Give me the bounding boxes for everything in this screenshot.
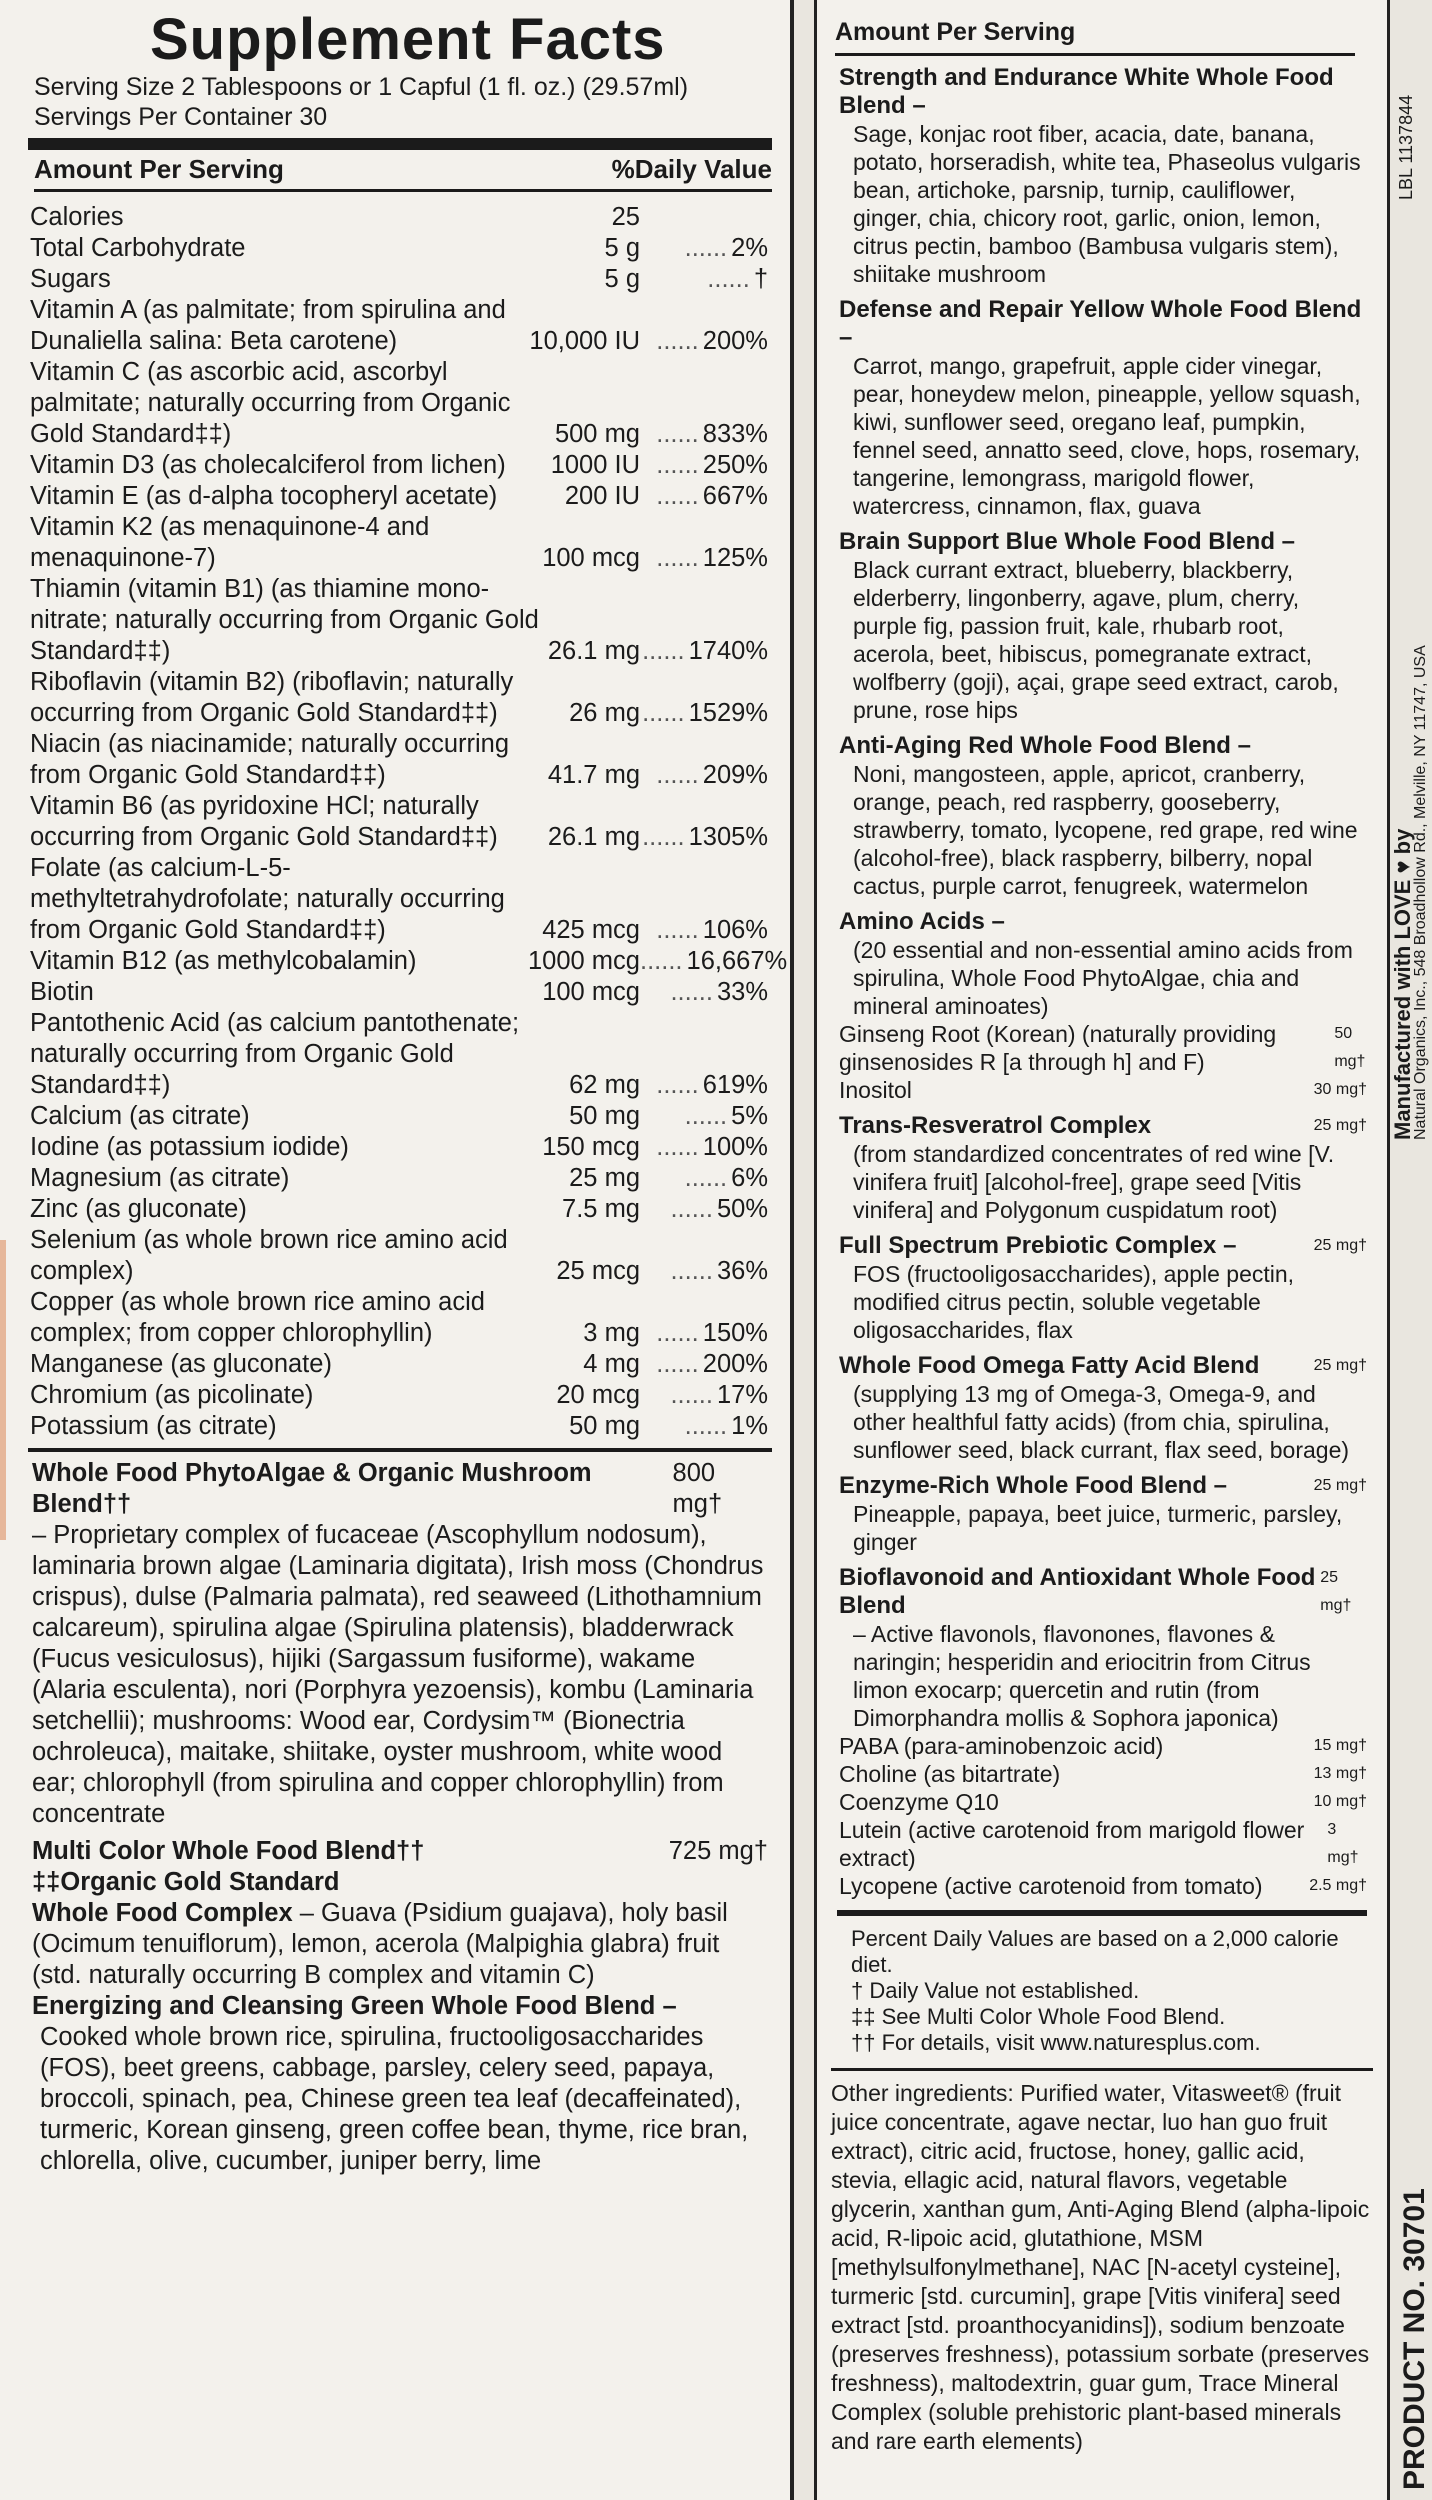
gold-complex-text: – Guava (Psidium guajava), holy basil (Ocimum tenuiflorum), lemon, acerola (Malpighia glabra) fruit (std. naturally occurring B complex and vitamin C): [32, 1899, 728, 1989]
ingredient-amount: 13 mg†: [1313, 1765, 1367, 1782]
blend-sections: [817, 64, 1387, 1020]
phytoalgae-blend: [32, 1458, 768, 2177]
section-header: [839, 1112, 1367, 1140]
section-name: Full Spectrum Prebiotic Complex –: [839, 1232, 1237, 1259]
nutrient-name: Copper (as whole brown rice amino acid complex; from copper chlorophyllin): [30, 1288, 485, 1347]
nutrient-row: [30, 1194, 768, 1225]
section-text: (20 essential and non-essential amino acids from spirulina, Whole Food PhytoAlgae, chia and mineral aminoates): [853, 937, 1353, 1019]
footnotes: [851, 1926, 1367, 2056]
nutrient-name: Iodine (as potassium iodide): [30, 1133, 349, 1161]
nutrient-name: Potassium (as citrate): [30, 1412, 277, 1440]
ingredient-name: Choline (as bitartrate): [839, 1761, 1061, 1787]
blend-name: Whole Food PhytoAlgae & Organic Mushroom Blend††: [32, 1459, 592, 1518]
nutrient-amount: 425 mcg: [542, 916, 640, 944]
nutrient-row: [30, 1380, 768, 1411]
ingredient-section: [839, 908, 1367, 1020]
blend-text: – Proprietary complex of fucaceae (Ascophyllum nodosum), laminaria brown algae (Laminaria digitata), Irish moss (Chondrus crispus), dulse (Palmaria palmata), red seaweed (Lithothamnium calcareum), spirulina algae (Spirulina platensis), bladderwrack (Fucus vesiculosus), hijiki (Sargassum fusiforme), wakame (Alaria esculenta), nori (Porphyra yezoensis), kombu (Laminaria setchellii); mushrooms: Wood ear, Cordysim™ (Bionectria ochroleuca), maitake, shiitake, oyster mushroom, white wood ear; chlorophyll (from spirulina and copper chlorophyllin) from concentrate: [32, 1521, 764, 1828]
ingredient-section: [839, 296, 1367, 520]
nutrient-row: [30, 791, 768, 853]
section-name: Trans-Resveratrol Complex: [839, 1112, 1152, 1139]
nutrient-amount: 20 mcg: [556, 1381, 640, 1409]
nutrient-amount: 25 mcg: [556, 1257, 640, 1285]
ingredient-row: [839, 1732, 1367, 1760]
ingredient-section: [839, 732, 1367, 900]
section-header: [839, 1564, 1367, 1620]
nutrient-daily-value: ...... 33%: [640, 977, 768, 1008]
header-amount: Amount Per Serving: [34, 154, 284, 184]
nutrient-amount: 200 IU: [564, 482, 640, 510]
manufactured-text: Manufactured with LOVE ♥ by: [1390, 828, 1415, 1140]
ingredient-section: [839, 1352, 1367, 1464]
nutrient-name: Vitamin C (as ascorbic acid, ascorbyl palmitate; naturally occurring from Organic Gold Standard‡‡): [30, 358, 511, 448]
section-name: Strength and Endurance White Whole Food Blend –: [839, 64, 1334, 119]
nutrient-row: [30, 1163, 768, 1194]
nutrient-row: [30, 977, 768, 1008]
nutrient-row: [30, 450, 768, 481]
nutrient-amount: 26.1 mg: [547, 637, 640, 665]
nutrient-amount: 26.1 mg: [547, 823, 640, 851]
section-text: Carrot, mango, grapefruit, apple cider vinegar, pear, honeydew melon, pineapple, yellow squash, kiwi, sunflower seed, oregano leaf, pumpkin, fennel seed, annatto seed, clove, hops, rosemary, tangerine, lemongrass, marigold flower, watercress, cinnamon, flax, guava: [853, 353, 1361, 519]
nutrient-daily-value: ...... 619%: [640, 1070, 768, 1101]
nutrient-name: Sugars: [30, 265, 111, 293]
section-amount: 25 mg†: [1313, 1117, 1367, 1134]
nutrient-row: [30, 729, 768, 791]
section-name: Brain Support Blue Whole Food Blend –: [839, 528, 1295, 555]
product-number: PRODUCT NO. 30701: [1398, 2188, 1431, 2490]
nutrient-amount: 25: [611, 203, 640, 231]
nutrient-daily-value: ...... 16,667%: [640, 946, 768, 977]
section-text: Noni, mangosteen, apple, apricot, cranberry, orange, peach, red raspberry, gooseberry, strawberry, tomato, lycopene, red grape, red wine (alcohol-free), black raspberry, bilberry, nopal cactus, purple carrot, fenugreek, watermelon: [853, 761, 1358, 899]
ingredient-name: Coenzyme Q10: [839, 1789, 999, 1815]
single-ingredients-1: [817, 1020, 1387, 1104]
nutrient-amount: 4 mg: [583, 1350, 640, 1378]
nutrient-amount: 26 mg: [569, 699, 640, 727]
nutrient-name: Magnesium (as citrate): [30, 1164, 290, 1192]
nutrient-amount: 150 mcg: [542, 1133, 640, 1161]
nutrient-daily-value: ...... 250%: [640, 450, 768, 481]
ingredient-amount: 50 mg†: [1334, 1025, 1366, 1070]
section-header: [839, 64, 1367, 120]
divider: [837, 1910, 1367, 1916]
nutrient-amount: 62 mg: [569, 1071, 640, 1099]
nutrient-list: [30, 202, 788, 1442]
header-daily-value: %Daily Value: [611, 154, 772, 184]
nutrient-amount: 100 mcg: [542, 544, 640, 572]
nutrient-name: Chromium (as picolinate): [30, 1381, 314, 1409]
section-name: Defense and Repair Yellow Whole Food Blend –: [839, 296, 1362, 351]
nutrient-name: Manganese (as gluconate): [30, 1350, 332, 1378]
thick-divider: [28, 138, 772, 150]
footnote: †† For details, visit www.naturesplus.com.: [851, 2030, 1261, 2055]
nutrient-daily-value: ...... 5%: [640, 1101, 768, 1132]
nutrient-row: [30, 481, 768, 512]
nutrient-daily-value: ...... 1%: [640, 1411, 768, 1442]
section-text: Pineapple, papaya, beet juice, turmeric, parsley, ginger: [853, 1501, 1343, 1555]
section-name: Amino Acids –: [839, 908, 1005, 935]
section-header: [839, 296, 1367, 352]
nutrient-name: Calcium (as citrate): [30, 1102, 250, 1130]
multicolor-blend-name: Multi Color Whole Food Blend††: [32, 1837, 425, 1865]
section-header: [839, 1352, 1367, 1380]
nutrient-amount: 50 mg: [569, 1412, 640, 1440]
ingredients-panel: [814, 0, 1390, 2500]
nutrient-daily-value: ...... 2%: [640, 233, 768, 264]
section-header: [839, 1232, 1367, 1260]
nutrient-daily-value: ...... 50%: [640, 1194, 768, 1225]
ingredient-name: Inositol: [839, 1077, 912, 1103]
ingredient-section: [839, 64, 1367, 288]
nutrient-daily-value: ...... 106%: [640, 915, 768, 946]
side-strip: LBL 1137844 Manufactured with LOVE ♥ by Natural Organics, Inc., 548 Broadhollow Rd., Melville, NY 11747, USA PRODUCT NO. 30701: [1390, 94, 1431, 2490]
section-name: Whole Food Omega Fatty Acid Blend: [839, 1352, 1260, 1379]
section-text: (supplying 13 mg of Omega-3, Omega-9, and other healthful fatty acids) (from chia, spirulina, sunflower seed, black currant, flax seed, borage): [853, 1381, 1350, 1463]
gold-complex-name: Whole Food Complex: [32, 1899, 293, 1927]
ingredient-name: Ginseng Root (Korean) (naturally providing ginsenosides R [a through h] and F): [839, 1021, 1277, 1075]
section-amount: 25 mg†: [1313, 1357, 1367, 1374]
nutrient-amount: 3 mg: [583, 1319, 640, 1347]
ingredient-amount: 10 mg†: [1313, 1793, 1367, 1810]
nutrient-row: [30, 853, 768, 946]
ingredient-amount: 30 mg†: [1313, 1081, 1367, 1098]
footnote: ‡‡ See Multi Color Whole Food Blend.: [851, 2004, 1226, 2029]
nutrient-amount: 7.5 mg: [562, 1195, 640, 1223]
section-text: (from standardized concentrates of red wine [V. vinifera fruit] [alcohol-free], grape seed [Vitis vinifera] and Polygonum cuspidatum root): [853, 1141, 1335, 1223]
section-name: Anti-Aging Red Whole Food Blend –: [839, 732, 1251, 759]
nutrient-row: [30, 1008, 768, 1101]
nutrient-amount: 5 g: [604, 234, 640, 262]
nutrient-daily-value: ...... 667%: [640, 481, 768, 512]
nutrient-row: [30, 946, 788, 977]
ingredient-section: [839, 528, 1367, 724]
servings-per-container: Servings Per Container 30: [34, 103, 328, 131]
nutrient-daily-value: ...... †: [640, 264, 768, 295]
section-header: [839, 1472, 1367, 1500]
label-number: LBL 1137844: [1396, 94, 1416, 200]
nutrient-row: [30, 233, 768, 264]
nutrient-daily-value: ...... 1529%: [640, 698, 768, 729]
nutrient-daily-value: ...... 17%: [640, 1380, 768, 1411]
other-ingredients: Other ingredients: Purified water, Vitasweet® (fruit juice concentrate, agave nectar, luo han guo fruit extract), citric acid, fructose, honey, gallic acid, stevia, ellagic acid, natural flavors, vegetable glycerin, xanthan gum, Anti-Aging Blend (alpha-lipoic acid, R-lipoic acid, glutathione, MSM [methylsulfonylmethane], NAC [N-acetyl cysteine], turmeric [std. curcumin], grape [Vitis vinifera] seed extract [std. proanthocyanidins]), sodium benzoate (preserves freshness), potassium sorbate (preserves freshness), maltodextrin, guar gum, Trace Mineral Complex (soluble prehistoric plant-based minerals and rare earth elements): [831, 2068, 1373, 2456]
nutrient-amount: 25 mg: [569, 1164, 640, 1192]
nutrient-daily-value: ...... 100%: [640, 1132, 768, 1163]
ingredient-name: Lutein (active carotenoid from marigold flower extract): [839, 1817, 1305, 1871]
section-text: FOS (fructooligosaccharides), apple pectin, modified citrus pectin, soluble vegetable oligosaccharides, flax: [853, 1261, 1295, 1343]
green-blend-text: Cooked whole brown rice, spirulina, fructooligosaccharides (FOS), beet greens, cabbage, parsley, celery seed, papaya, broccoli, spinach, pea, Chinese green tea leaf (decaffeinated), turmeric, Korean ginseng, green coffee bean, thyme, rice bran, chlorella, olive, cucumber, juniper berry, lime: [40, 2023, 749, 2175]
color-accent: [0, 1240, 6, 1540]
nutrient-name: Vitamin B6 (as pyridoxine HCl; naturally occurring from Organic Gold Standard‡‡): [30, 792, 498, 851]
green-blend-name: Energizing and Cleansing Green Whole Food Blend –: [32, 1992, 677, 2020]
nutrient-row: [30, 357, 768, 450]
ingredient-row: [839, 1020, 1367, 1076]
section-text: Black currant extract, blueberry, blackberry, elderberry, lingonberry, agave, plum, cherry, purple fig, passion fruit, kale, rhubarb root, acerola, beet, hibiscus, pomegranate extract, wolfberry (goji), açai, grape seed extract, carob, prune, rose hips: [853, 557, 1339, 723]
nutrient-daily-value: ...... 833%: [640, 419, 768, 450]
section-name: Enzyme-Rich Whole Food Blend –: [839, 1472, 1228, 1499]
nutrient-daily-value: ...... 1305%: [640, 822, 768, 853]
nutrient-row: [30, 1225, 768, 1287]
nutrient-row: [30, 202, 768, 233]
ingredient-row: [839, 1760, 1367, 1788]
ingredient-row: [839, 1816, 1367, 1872]
nutrient-name: Calories: [30, 203, 124, 231]
nutrient-name: Thiamin (vitamin B1) (as thiamine mono-nitrate; naturally occurring from Organic Gold Standard‡‡): [30, 575, 539, 665]
section-text: – Active flavonols, flavonones, flavones & naringin; hesperidin and eriocitrin from Citrus limon exocarp; quercetin and rutin (from Dimorphandra mollis & Sophora japonica): [853, 1621, 1311, 1731]
ingredient-row: [839, 1872, 1367, 1900]
right-header: Amount Per Serving: [835, 18, 1355, 56]
nutrient-row: [30, 1132, 768, 1163]
nutrient-name: Zinc (as gluconate): [30, 1195, 247, 1223]
nutrient-row: [30, 1287, 768, 1349]
serving-size: Serving Size 2 Tablespoons or 1 Capful (1 fl. oz.) (29.57ml): [34, 73, 689, 101]
nutrient-name: Vitamin B12 (as methylcobalamin): [30, 947, 417, 975]
nutrient-name: Vitamin E (as d-alpha tocopheryl acetate): [30, 482, 498, 510]
table-header: [34, 154, 772, 192]
nutrient-amount: 1000 IU: [550, 451, 640, 479]
section-amount: 25 mg†: [1313, 1237, 1367, 1254]
nutrient-amount: 1000 mcg: [528, 947, 640, 975]
nutrient-row: [30, 295, 768, 357]
ingredient-section: [839, 1472, 1367, 1556]
nutrient-name: Riboflavin (vitamin B2) (riboflavin; naturally occurring from Organic Gold Standard‡‡): [30, 668, 514, 727]
nutrient-amount: 50 mg: [569, 1102, 640, 1130]
nutrient-amount: 500 mg: [554, 420, 640, 448]
ingredient-section: [839, 1564, 1367, 1732]
nutrient-amount: 41.7 mg: [547, 761, 640, 789]
ingredient-section: [839, 1232, 1367, 1344]
nutrient-daily-value: ...... 200%: [640, 326, 768, 357]
ingredient-amount: 3 mg†: [1327, 1821, 1359, 1866]
nutrient-row: [30, 1411, 768, 1442]
nutrient-name: Vitamin K2 (as menaquinone-4 and menaquinone-7): [30, 513, 430, 572]
section-amount: 25 mg†: [1313, 1477, 1367, 1494]
section-header: [839, 908, 1367, 936]
footnote: Percent Daily Values are based on a 2,000 calorie diet.: [851, 1926, 1339, 1977]
ingredient-section: [839, 1112, 1367, 1224]
nutrient-row: [30, 512, 768, 574]
nutrient-amount: 5 g: [604, 265, 640, 293]
nutrient-name: Vitamin D3 (as cholecalciferol from lichen): [30, 451, 506, 479]
nutrient-row: [30, 264, 768, 295]
gold-standard-heading: ‡‡Organic Gold Standard: [32, 1868, 340, 1896]
ingredient-amount: 2.5 mg†: [1309, 1877, 1367, 1894]
complex-sections: [817, 1112, 1387, 1732]
section-header: [839, 732, 1367, 760]
multicolor-blend-amount: 725 mg†: [668, 1837, 768, 1865]
nutrient-name: Vitamin A (as palmitate; from spirulina and Dunaliella salina: Beta carotene): [30, 296, 506, 355]
footnote: † Daily Value not established.: [851, 1978, 1140, 2003]
nutrient-amount: 10,000 IU: [529, 327, 640, 355]
nutrient-row: [30, 1101, 768, 1132]
nutrient-daily-value: ...... 6%: [640, 1163, 768, 1194]
nutrient-name: Folate (as calcium-L-5-methyltetrahydrofolate; naturally occurring from Organic Gold Standard‡‡): [30, 854, 505, 944]
nutrient-daily-value: ...... 1740%: [640, 636, 768, 667]
blend-amount: 800 mg†: [672, 1459, 723, 1518]
ingredient-name: PABA (para-aminobenzoic acid): [839, 1733, 1164, 1759]
section-text: Sage, konjac root fiber, acacia, date, banana, potato, horseradish, white tea, Phaseolus vulgaris bean, artichoke, parsnip, turnip, cauliflower, ginger, chia, chicory root, garlic, onion, lemon, citrus pectin, bamboo (Bambusa vulgaris stem), shiitake mushroom: [853, 121, 1361, 287]
section-amount: 25 mg†: [1320, 1569, 1352, 1614]
single-ingredients-2: [817, 1732, 1387, 1900]
nutrient-name: Pantothenic Acid (as calcium pantothenate; naturally occurring from Organic Gold Standard‡‡): [30, 1009, 520, 1099]
nutrient-daily-value: ...... 125%: [640, 543, 768, 574]
nutrient-name: Selenium (as whole brown rice amino acid complex): [30, 1226, 508, 1285]
nutrient-daily-value: ...... 36%: [640, 1256, 768, 1287]
panel-title: Supplement Facts: [150, 7, 666, 72]
nutrient-name: Total Carbohydrate: [30, 234, 246, 262]
nutrient-name: Niacin (as niacinamide; naturally occurring from Organic Gold Standard‡‡): [30, 730, 510, 789]
nutrient-amount: 100 mcg: [542, 978, 640, 1006]
nutrient-daily-value: ...... 209%: [640, 760, 768, 791]
nutrient-daily-value: ...... 150%: [640, 1318, 768, 1349]
nutrient-name: Biotin: [30, 978, 94, 1006]
ingredient-row: [839, 1788, 1367, 1816]
ingredient-row: [839, 1076, 1367, 1104]
nutrient-row: [30, 1349, 768, 1380]
ingredient-name: Lycopene (active carotenoid from tomato): [839, 1873, 1263, 1899]
nutrient-daily-value: ...... 200%: [640, 1349, 768, 1380]
section-name: Bioflavonoid and Antioxidant Whole Food Blend: [839, 1564, 1316, 1619]
nutrient-row: [30, 574, 768, 667]
section-header: [839, 528, 1367, 556]
divider: [28, 1448, 772, 1452]
nutrient-row: [30, 667, 768, 729]
ingredient-amount: 15 mg†: [1313, 1737, 1367, 1754]
